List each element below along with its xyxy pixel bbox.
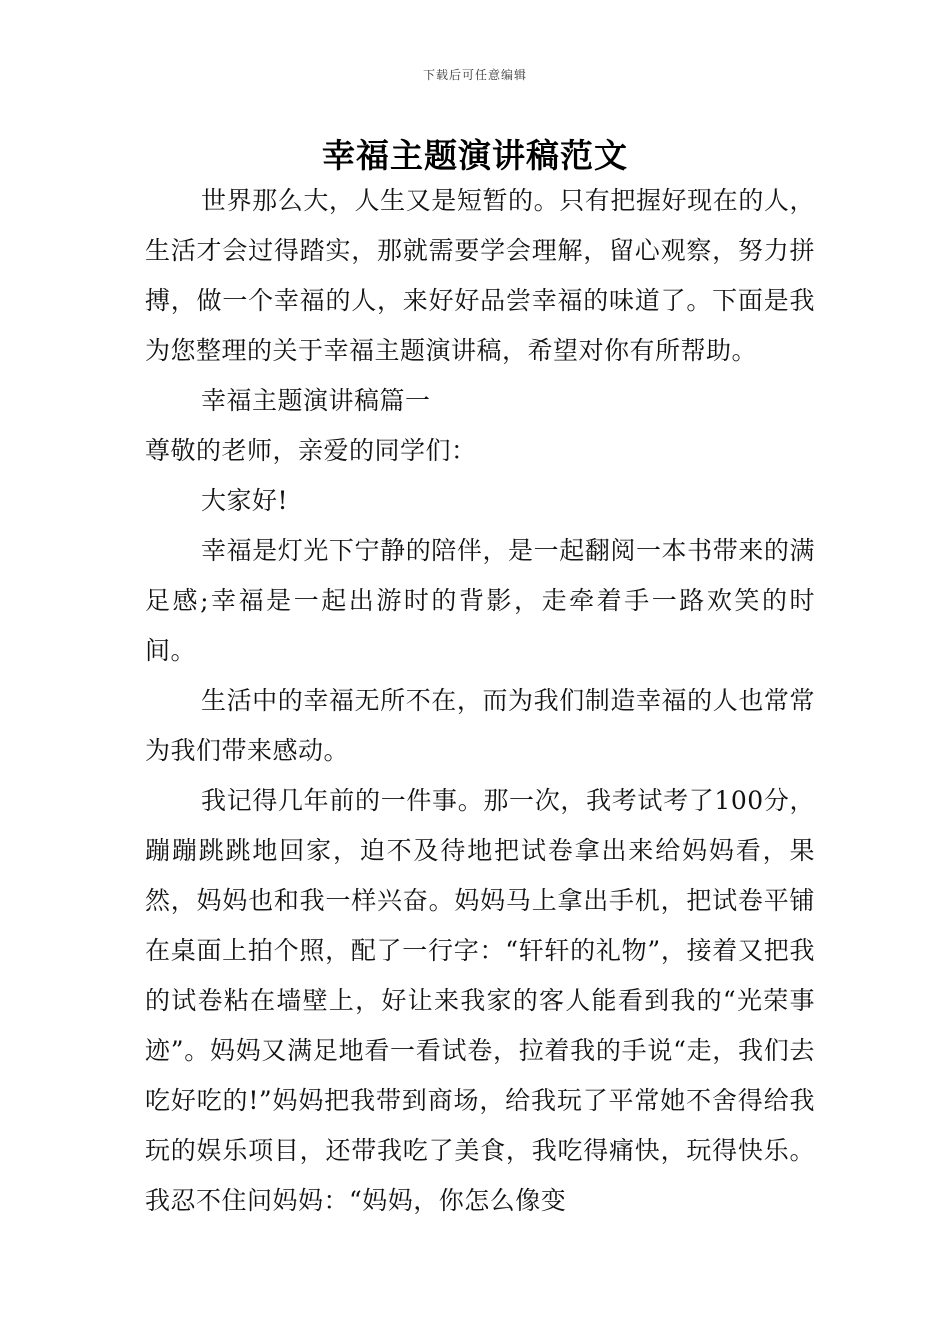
section-heading: 幸福主题演讲稿篇一 xyxy=(201,386,431,415)
body-paragraph: 生活中的幸福无所不在，而为我们制造幸福的人也常常为我们带来感动。 xyxy=(145,686,815,765)
document-title: 幸福主题演讲稿范文 xyxy=(322,136,628,175)
body-paragraph: 我记得几年前的一件事。那一次，我考试考了100分，蹦蹦跳跳地回家，迫不及待地把试卷拿出来给妈妈看，果然，妈妈也和我一样兴奋。妈妈马上拿出手机，把试卷平铺在桌面上拍个照，配了一行字：“轩轩的礼物”，接着又把我的试卷粘在墙壁上，好让来我家的客人能看到我的“光荣事迹”。妈妈又满足地看一看试卷，拉着我的手说“走，我们去吃好吃的!”妈妈把我带到商场，给我玩了平常她不舍得给我玩的娱乐项目，还带我吃了美食，我吃得痛快，玩得快乐。我忍不住问妈妈：“妈妈，你怎么像变 xyxy=(145,786,815,1215)
salutation: 尊敬的老师，亲爱的同学们： xyxy=(145,436,477,465)
intro-paragraph: 世界那么大，人生又是短暂的。只有把握好现在的人，生活才会过得踏实，那就需要学会理解，留心观察，努力拼搏，做一个幸福的人，来好好品尝幸福的味道了。下面是我为您整理的关于幸福主题演讲稿，希望对你有所帮助。 xyxy=(145,186,815,365)
header-note: 下载后可任意编辑 xyxy=(422,68,527,82)
greeting: 大家好! xyxy=(201,486,289,515)
document-body xyxy=(145,176,815,1226)
body-paragraph: 幸福是灯光下宁静的陪伴，是一起翻阅一本书带来的满足感;幸福是一起出游时的背影，走牵着手一路欢笑的时间。 xyxy=(145,536,815,665)
